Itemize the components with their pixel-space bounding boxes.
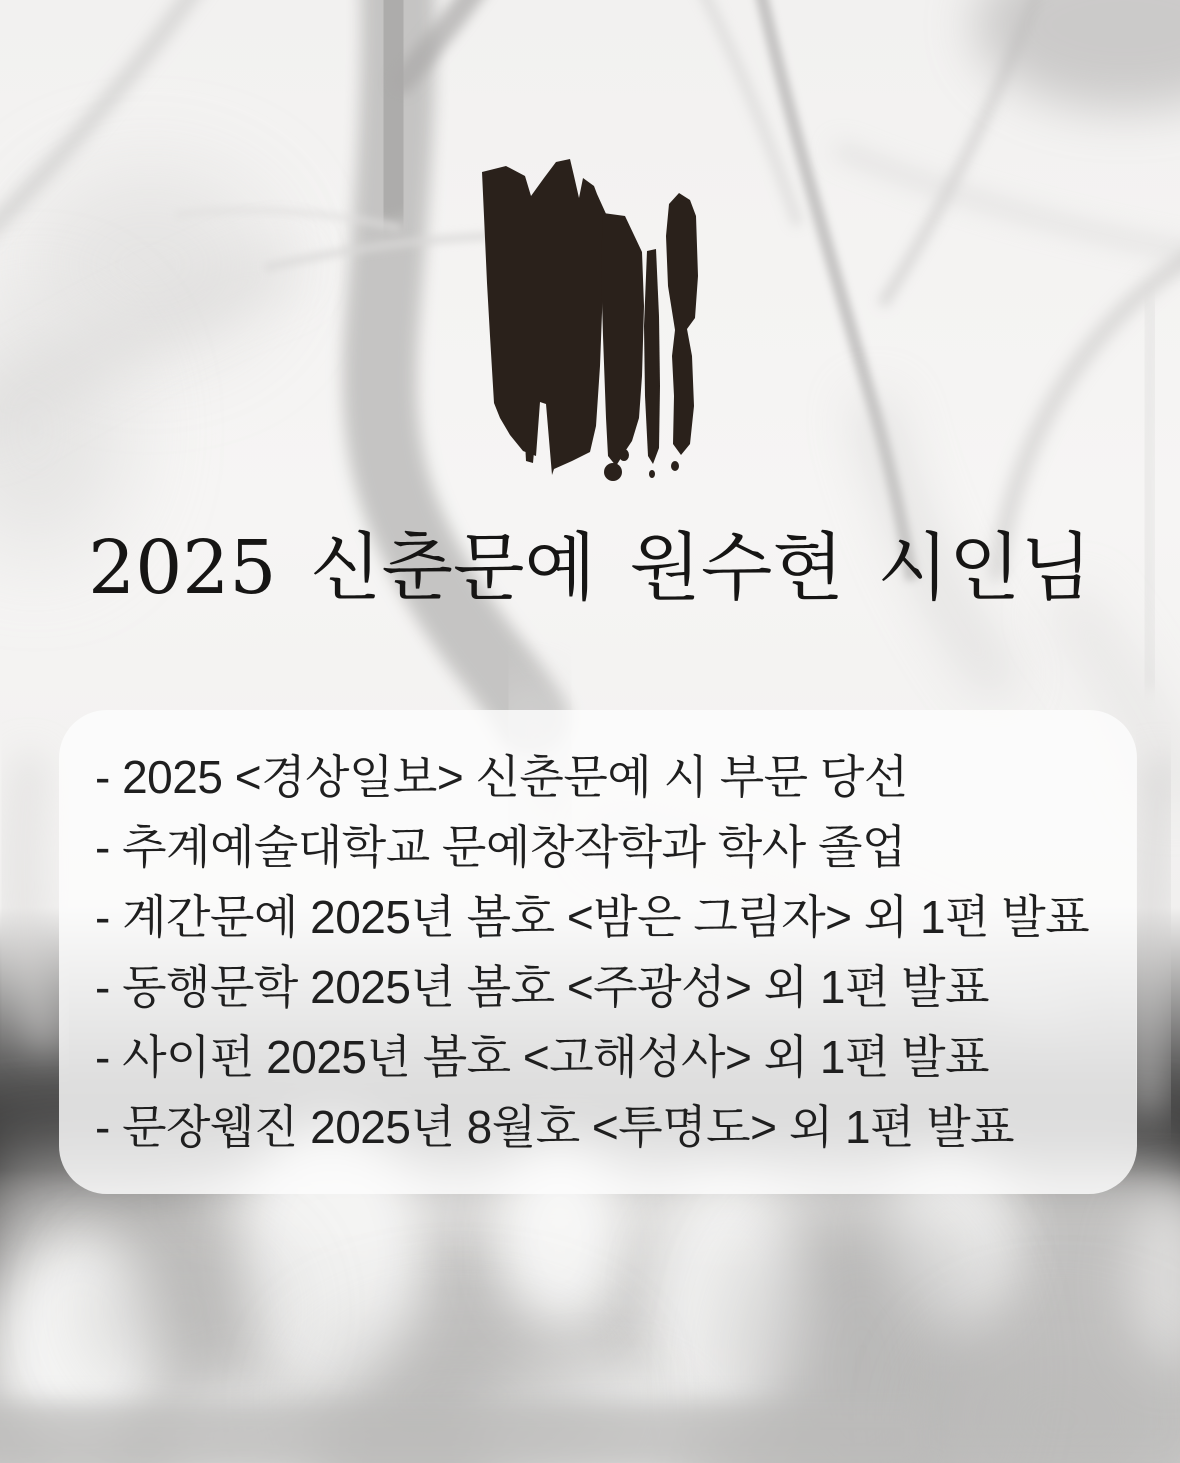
ink-brush-logo bbox=[476, 156, 704, 486]
ink-droplet bbox=[604, 463, 622, 481]
poster-title: 2025 신춘문예 원수현 시인님 bbox=[88, 525, 1092, 611]
ink-stroke bbox=[525, 440, 535, 463]
profile-item: - 사이펀 2025년 봄호 <고해성사> 외 1편 발표 bbox=[95, 1031, 990, 1083]
ink-droplet bbox=[619, 449, 629, 461]
ink-stroke bbox=[482, 159, 607, 475]
ink-droplet bbox=[649, 470, 655, 478]
ink-stroke bbox=[666, 193, 698, 455]
profile-item: - 동행문학 2025년 봄호 <주광성> 외 1편 발표 bbox=[95, 961, 990, 1013]
profile-item: - 계간문예 2025년 봄호 <밤은 그림자> 외 1편 발표 bbox=[95, 891, 1090, 943]
profile-card bbox=[59, 710, 1137, 1194]
profile-list bbox=[59, 710, 1137, 1162]
ink-droplet bbox=[671, 461, 679, 471]
ink-stroke bbox=[644, 249, 660, 464]
ink-stroke bbox=[601, 213, 644, 466]
profile-item: - 문장웹진 2025년 8월호 <투명도> 외 1편 발표 bbox=[95, 1101, 1015, 1153]
profile-item: - 2025 <경상일보> 신춘문예 시 부문 당선 bbox=[95, 751, 908, 803]
profile-item: - 추계예술대학교 문예창작학과 학사 졸업 bbox=[95, 821, 906, 873]
